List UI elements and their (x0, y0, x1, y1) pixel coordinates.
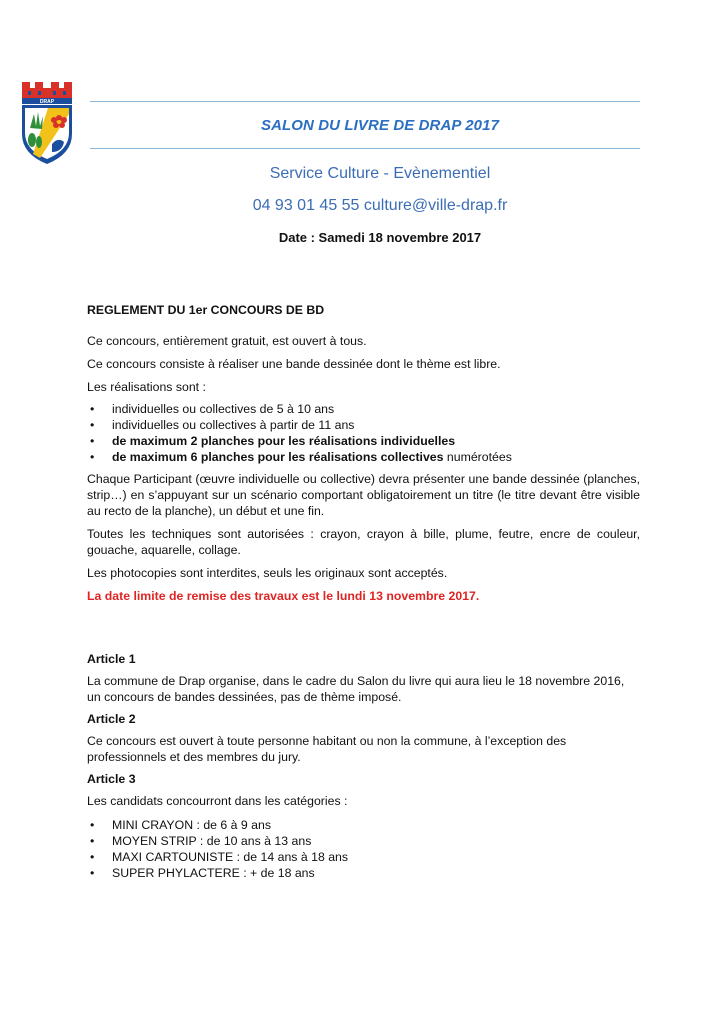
drap-coat-of-arms-logo (18, 82, 76, 166)
paragraph: Les photocopies sont interdites, seuls les originaux sont acceptés. (87, 566, 448, 580)
document-body (87, 302, 640, 881)
list-item-text: individuelles ou collectives à partir de 11 ans (112, 418, 355, 432)
article-1-text: La commune de Drap organise, dans le cadre du Salon du livre qui aura lieu le 18 novembre 2016, un concours de bandes dessinées, pas de thème imposé. (87, 674, 625, 704)
list-item (87, 833, 640, 849)
service-name: Service Culture - Evènementiel (269, 165, 491, 182)
list-item-text: de maximum 6 planches pour les réalisations collectives (112, 450, 444, 464)
list-item (87, 449, 640, 465)
list-item-text: de maximum 2 planches pour les réalisations individuelles (112, 434, 456, 448)
event-title: SALON DU LIVRE DE DRAP 2017 (260, 117, 500, 134)
bullet-icon: • (90, 834, 95, 848)
reglement-title: REGLEMENT DU 1er CONCOURS DE BD (87, 303, 325, 317)
header-rule-top (90, 101, 640, 102)
paragraph: Toutes les techniques sont autorisées : crayon, crayon à bille, plume, feutre, encre de couleur, gouache, aquarelle, collage. (87, 527, 640, 557)
category-text: SUPER PHYLACTERE : + de 18 ans (112, 866, 315, 880)
header-rule-bottom (90, 148, 640, 149)
article-2-title: Article 2 (87, 712, 136, 726)
article-3-title: Article 3 (87, 772, 136, 786)
contact-info: 04 93 01 45 55 culture@ville-drap.fr (252, 197, 508, 214)
list-item-text: individuelles ou collectives de 5 à 10 ans (112, 402, 335, 416)
article-3-text: Les candidats concourront dans les catégories : (87, 794, 348, 808)
list-item-extra: numérotées (443, 450, 512, 464)
bullet-icon: • (90, 850, 95, 864)
list-item (87, 417, 640, 433)
categories-list (87, 817, 640, 881)
paragraph: Chaque Participant (œuvre individuelle ou collective) devra présenter une bande dessinée (planches, strip…) en s’appuyant sur un scénario comportant obligatoirement un titre (le titre devant être visible au recto de la planche), un début et une fin. (87, 472, 640, 518)
category-text: MAXI CARTOUNISTE : de 14 ans à 18 ans (112, 850, 349, 864)
bullet-icon: • (90, 418, 95, 432)
event-date: Date : Samedi 18 novembre 2017 (278, 230, 482, 245)
deadline-notice: La date limite de remise des travaux est le lundi 13 novembre 2017. (87, 589, 480, 603)
list-item (87, 849, 640, 865)
paragraph: Ce concours, entièrement gratuit, est ouvert à tous. (87, 334, 367, 348)
paragraph: Ce concours consiste à réaliser une bande dessinée dont le thème est libre. (87, 357, 501, 371)
bullet-icon: • (90, 434, 95, 448)
category-text: MOYEN STRIP : de 10 ans à 13 ans (112, 834, 312, 848)
list-item (87, 433, 640, 449)
paragraph: Les réalisations sont : (87, 380, 206, 394)
article-2-text: Ce concours est ouvert à toute personne habitant ou non la commune, à l’exception des professionnels et des membres du jury. (87, 734, 567, 764)
bullet-icon: • (90, 402, 95, 416)
bullet-icon: • (90, 450, 95, 464)
realisations-list (87, 401, 640, 465)
crest-banner-text: DRAP (39, 99, 55, 105)
list-item (87, 817, 640, 833)
article-1-title: Article 1 (87, 652, 136, 666)
list-item (87, 865, 640, 881)
bullet-icon: • (90, 866, 95, 880)
category-text: MINI CRAYON : de 6 à 9 ans (112, 818, 272, 832)
list-item (87, 401, 640, 417)
bullet-icon: • (90, 818, 95, 832)
